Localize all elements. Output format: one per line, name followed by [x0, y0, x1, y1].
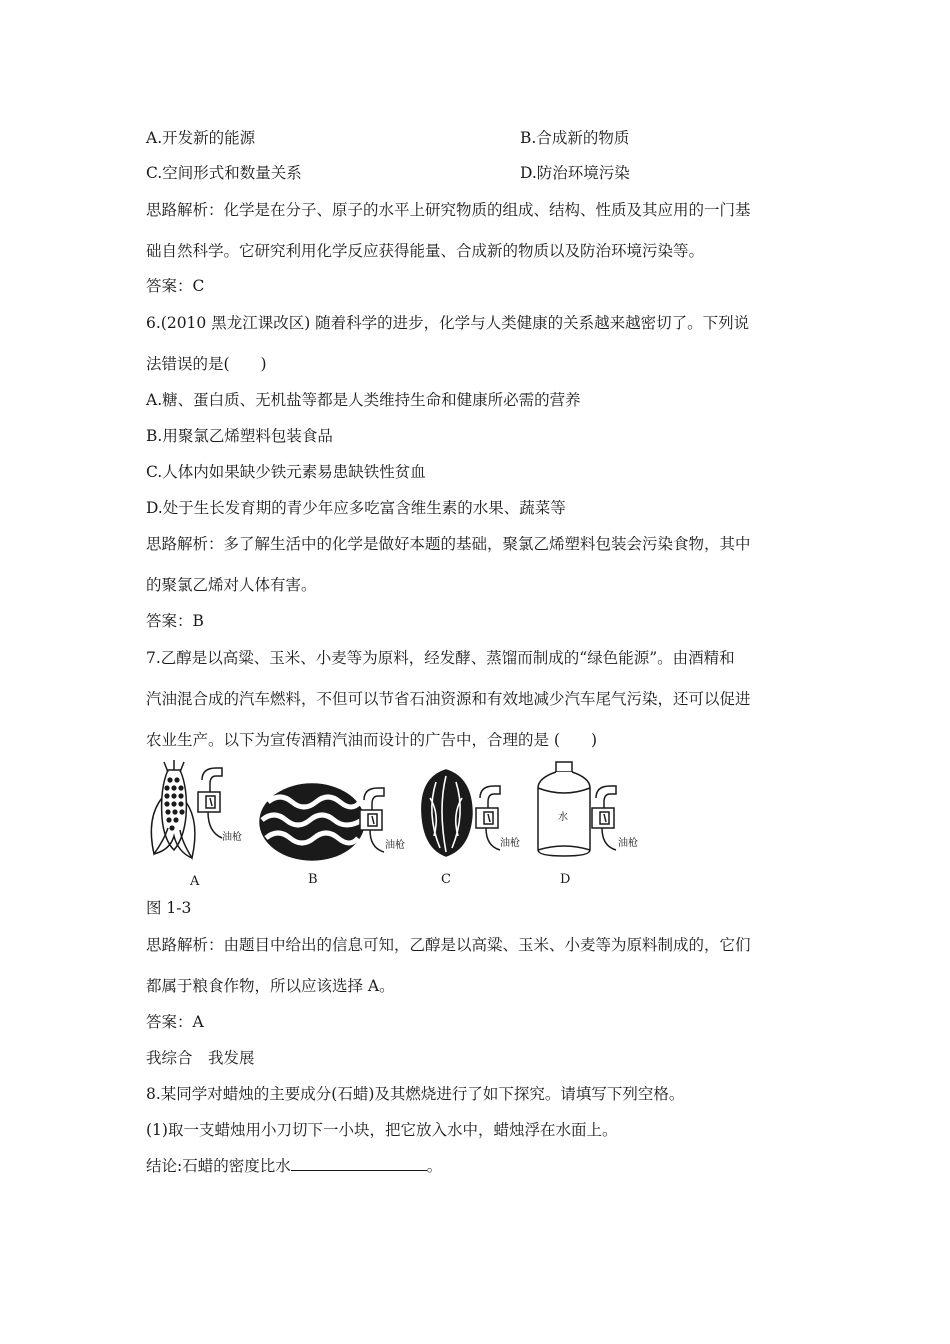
- q8-conclusion-prefix: 结论:石蜡的密度比水: [146, 1157, 291, 1175]
- figure-option-c-label: C: [441, 872, 451, 887]
- q6-stem-line-1: 6.(2010 黑龙江课改区) 随着科学的进步，化学与人类健康的关系越来越密切了。下列说: [146, 314, 750, 332]
- q5-option-c: C.空间形式和数量关系: [146, 164, 302, 182]
- q6-analysis-line-1: 思路解析：多了解生活中的化学是做好本题的基础，聚氯乙烯塑料包装会污染食物，其中: [146, 535, 751, 553]
- gun-label-a: 油枪: [222, 832, 242, 843]
- water-label: 水: [558, 812, 568, 823]
- q7-answer: 答案：A: [146, 1013, 204, 1031]
- corn-icon: [151, 760, 195, 858]
- q8-answer-blank[interactable]: [291, 1156, 427, 1171]
- q7-analysis-line-1: 思路解析：由题目中给出的信息可知，乙醇是以高粱、玉米、小麦等为原料制成的，它们: [146, 936, 751, 954]
- fuel-gun-a-icon: [198, 768, 222, 838]
- fuel-gun-d-icon: [592, 786, 616, 850]
- figure-1-3: [140, 758, 660, 898]
- q6-option-d: D.处于生长发育期的青少年应多吃富含维生素的水果、蔬菜等: [146, 499, 566, 517]
- q8-part-1: (1)取一支蜡烛用小刀切下一小块，把它放入水中，蜡烛浮在水面上。: [146, 1121, 618, 1139]
- q7-stem-line-1: 7.乙醇是以高粱、玉米、小麦等为原料，经发酵、蒸馏而制成的“绿色能源”。由酒精和: [146, 649, 735, 667]
- q6-option-a: A.糖、蛋白质、无机盐等都是人类维持生命和健康所必需的营养: [146, 391, 581, 409]
- cabbage-icon: [422, 770, 472, 856]
- q6-option-b: B.用聚氯乙烯塑料包装食品: [146, 427, 333, 445]
- q5-option-a: A.开发新的能源: [146, 129, 256, 147]
- section-heading: 我综合 我发展: [146, 1049, 255, 1067]
- q5-option-d: D.防治环境污染: [520, 164, 630, 182]
- figure-option-b-label: B: [308, 872, 318, 887]
- q7-stem-line-2: 汽油混合成的汽车燃料，不但可以节省石油资源和有效地减少汽车尾气污染，还可以促进: [146, 690, 751, 708]
- watermelon-icon: [260, 784, 364, 860]
- q5-analysis-line-2: 础自然科学。它研究利用化学反应获得能量、合成新的物质以及防治环境污染等。: [146, 242, 705, 260]
- q8-stem: 8.某同学对蜡烛的主要成分(石蜡)及其燃烧进行了如下探究。请填写下列空格。: [146, 1085, 685, 1103]
- q6-option-c: C.人体内如果缺少铁元素易患缺铁性贫血: [146, 463, 426, 481]
- water-bottle-icon: [538, 762, 590, 856]
- q7-stem-line-3: 农业生产。以下为宣传酒精汽油而设计的广告中，合理的是 ( ): [146, 731, 598, 749]
- q6-stem-line-2: 法错误的是( ): [146, 355, 267, 373]
- gun-label-c: 油枪: [500, 838, 520, 849]
- q6-answer: 答案：B: [146, 612, 204, 630]
- fuel-gun-b-icon: [360, 788, 384, 852]
- gun-label-b: 油枪: [385, 840, 405, 851]
- q8-conclusion: [146, 1156, 442, 1176]
- q7-analysis-line-2: 都属于粮食作物，所以应该选择 A。: [146, 977, 395, 995]
- figure-option-a-label: A: [190, 874, 200, 889]
- q5-analysis-line-1: 思路解析：化学是在分子、原子的水平上研究物质的组成、结构、性质及其应用的一门基: [146, 201, 751, 219]
- q5-option-b: B.合成新的物质: [520, 129, 630, 147]
- gun-label-d: 油枪: [618, 838, 638, 849]
- q8-conclusion-suffix: 。: [426, 1157, 443, 1175]
- fuel-gun-c-icon: [476, 786, 500, 850]
- figure-caption: 图 1-3: [146, 899, 192, 917]
- q6-analysis-line-2: 的聚氯乙烯对人体有害。: [146, 576, 317, 594]
- q5-answer: 答案：C: [146, 277, 205, 295]
- figure-option-d-label: D: [560, 872, 571, 887]
